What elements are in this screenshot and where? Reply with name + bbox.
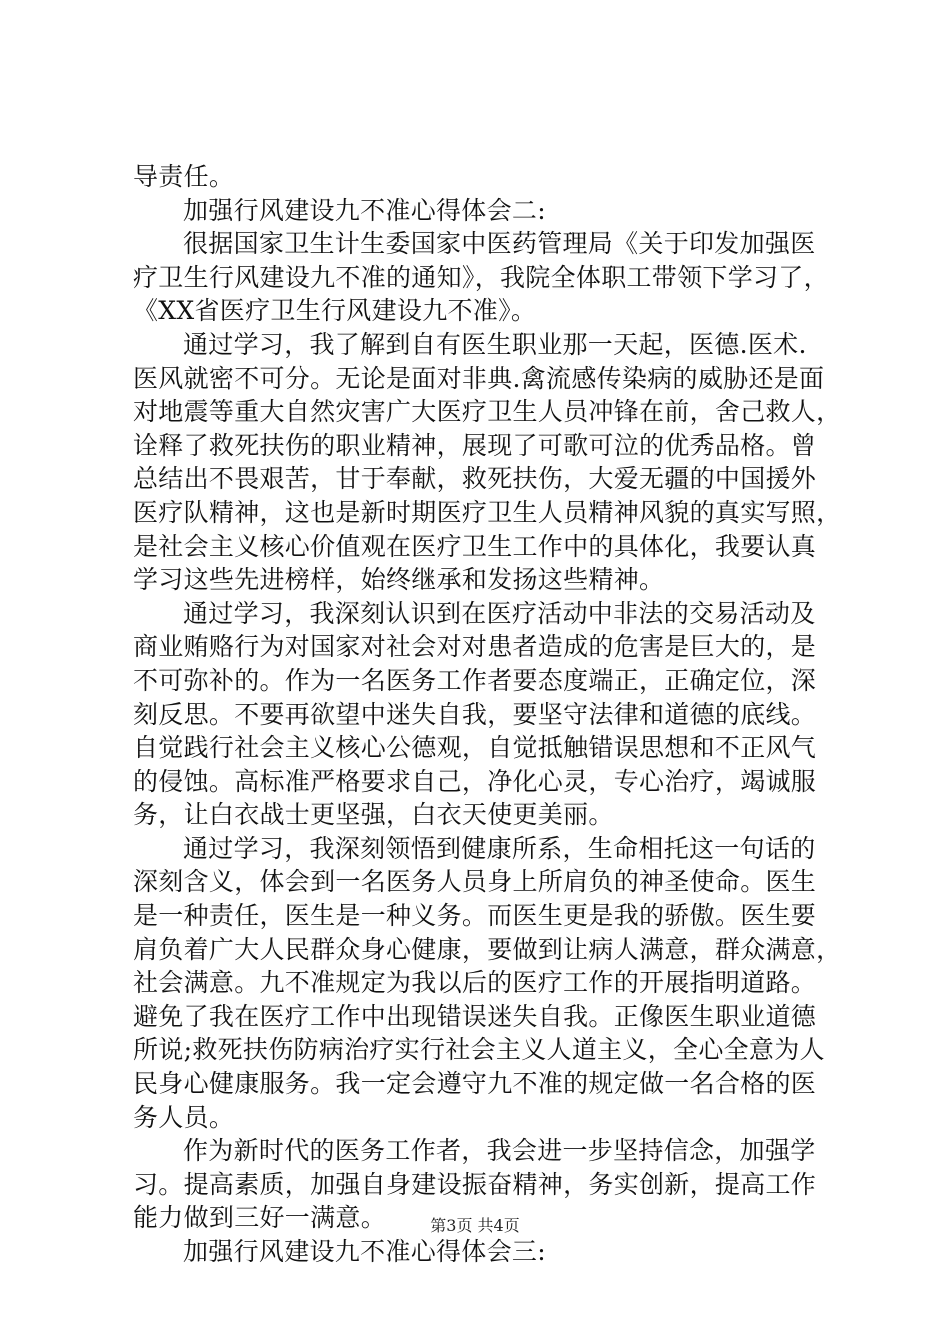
text-line: 通过学习，我深刻领悟到健康所系，生命相托这一句话的: [183, 833, 816, 863]
text-line: 自觉践行社会主义核心公德观，自觉抵触错误思想和不正风气: [133, 733, 817, 763]
text-line: 深刻含义，体会到一名医务人员身上所肩负的神圣使命。医生: [133, 867, 817, 897]
text-line: 所说;救死扶伤防病治疗实行社会主义人道主义，全心全意为人: [133, 1035, 825, 1065]
text-line: 作为新时代的医务工作者，我会进一步坚持信念，加强学: [183, 1136, 816, 1166]
text-line: 不可弥补的。作为一名医务工作者要态度端正，正确定位，深: [133, 665, 817, 695]
text-line: 通过学习，我了解到自有医生职业那一天起，医德.医术.: [183, 329, 807, 359]
text-line: 加强行风建设九不准心得体会二:: [183, 195, 546, 225]
text-line: 导责任。: [133, 162, 235, 191]
text-line: 疗卫生行风建设九不准的通知》，我院全体职工带领下学习了，: [133, 262, 829, 292]
text-line: 医风就密不可分。无论是面对非典.禽流感传染病的威胁还是面: [133, 363, 825, 393]
page-footer: [0, 1216, 950, 1236]
text-line: 加强行风建设九不准心得体会三:: [183, 1237, 546, 1266]
text-line: 刻反思。不要再欲望中迷失自我，要坚守法律和道德的底线。: [133, 699, 817, 729]
page-number-indicator: 第3页 共4页: [430, 1216, 520, 1235]
document-body: [133, 160, 842, 1269]
text-line: 务人员。: [133, 1102, 235, 1132]
text-line: 能力做到三好一满意。: [133, 1203, 387, 1233]
text-line: 总结出不畏艰苦，甘于奉献，救死扶伤，大爱无疆的中国援外: [133, 464, 817, 494]
text-line: 避免了我在医疗工作中出现错误迷失自我。正像医生职业道德: [133, 1001, 817, 1031]
text-line: 《XX省医疗卫生行风建设九不准》。: [133, 296, 537, 326]
text-line: 诠释了救死扶伤的职业精神，展现了可歌可泣的优秀品格。曾: [133, 430, 817, 460]
text-line: 医疗队精神，这也是新时期医疗卫生人员精神风貌的真实写照，: [133, 497, 842, 527]
text-line: 肩负着广大人民群众身心健康，要做到让病人满意，群众满意，: [133, 934, 842, 964]
text-line: 商业贿赂行为对国家对社会对对患者造成的危害是巨大的，是: [133, 632, 817, 662]
text-line: 学习这些先进榜样，始终继承和发扬这些精神。: [133, 565, 665, 595]
text-line: 的侵蚀。高标准严格要求自己，净化心灵，专心治疗，竭诚服: [133, 766, 817, 796]
text-line: 务，让白衣战士更坚强，白衣天使更美丽。: [133, 800, 614, 830]
text-line: 习。提高素质，加强自身建设振奋精神，务实创新，提高工作: [133, 1169, 817, 1199]
text-line: 社会满意。九不准规定为我以后的医疗工作的开展指明道路。: [133, 968, 817, 998]
text-line: 是一种责任，医生是一种义务。而医生更是我的骄傲。医生要: [133, 901, 817, 931]
text-line: 民身心健康服务。我一定会遵守九不准的规定做一名合格的医: [133, 1069, 817, 1099]
text-line: 对地震等重大自然灾害广大医疗卫生人员冲锋在前，舍己救人，: [133, 397, 842, 427]
text-line: 是社会主义核心价值观在医疗卫生工作中的具体化，我要认真: [133, 531, 817, 561]
text-line: 通过学习，我深刻认识到在医疗活动中非法的交易活动及: [183, 598, 816, 628]
text-line: 很据国家卫生计生委国家中医药管理局《关于印发加强医: [183, 229, 816, 259]
